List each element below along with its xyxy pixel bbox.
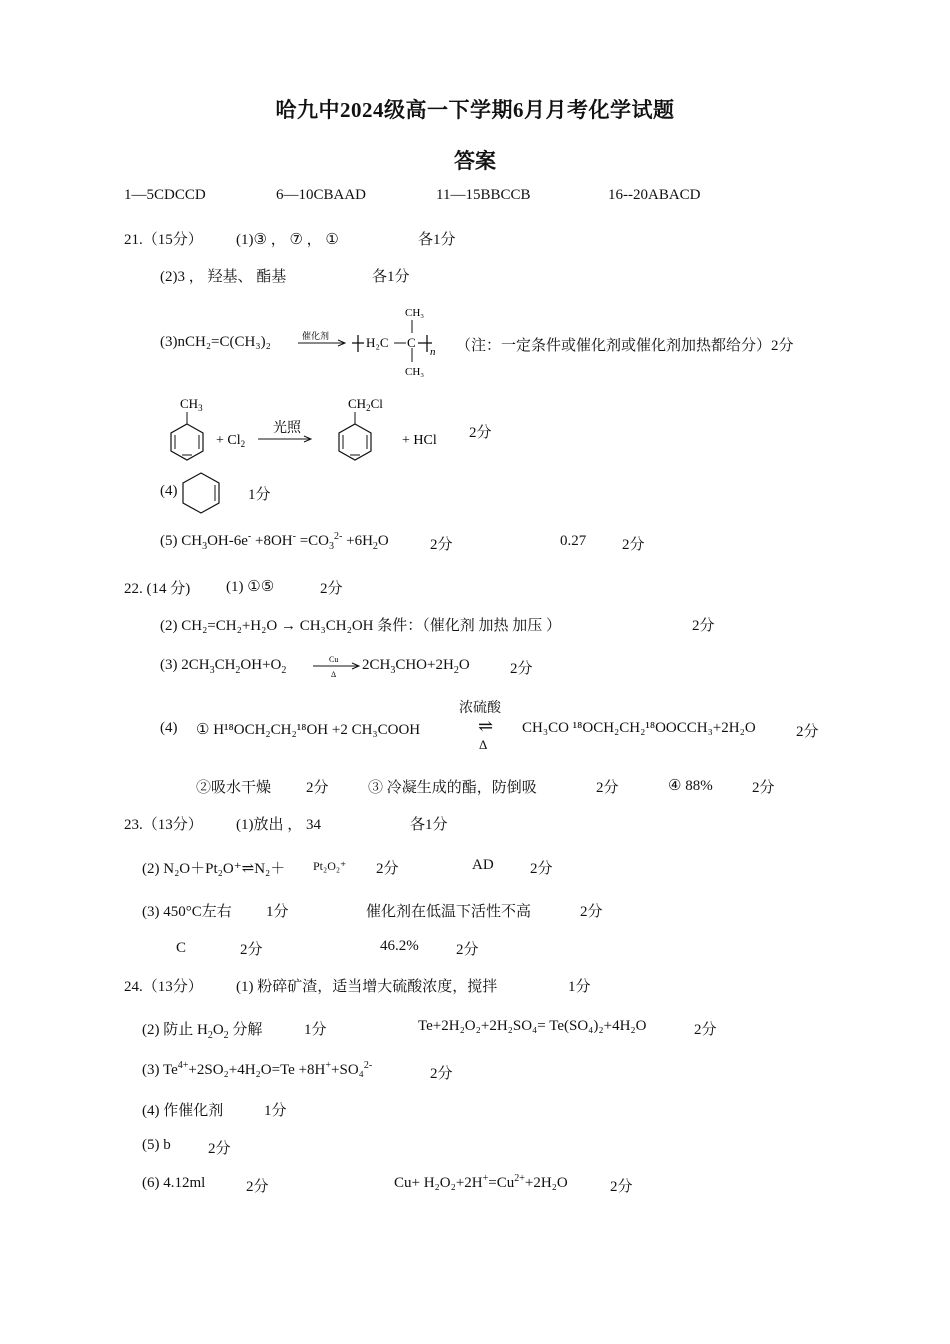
q22-part2: (2) CH₂=CH₂+H₂O → CH₃CH₂OH 条件：（催化剂 加热 加压 ） <box>160 618 561 634</box>
q22-part5a-score: 2分 <box>306 780 329 796</box>
toluene-chlorination <box>160 392 520 472</box>
benzyl-chloride-group: $CH_2Cl$ <box>348 396 383 413</box>
q22-heading: 22. (14 分) <box>124 581 191 597</box>
q21-reaction-score: 2分 <box>469 425 492 441</box>
polymer-carbon: C <box>407 335 416 350</box>
polymer-structure <box>296 300 456 384</box>
q24-part2-score: 1分 <box>304 1022 327 1038</box>
q22-part4-score: 2分 <box>796 724 819 740</box>
q22-part3-lhs: (3) $2CH_3CH_2OH+O_2$ <box>160 657 287 676</box>
q23-part2: (2) N₂O＋Pt₂O⁺⇌N₂＋ <box>142 861 286 877</box>
q24-part6: (6) 4.12ml <box>142 1175 206 1191</box>
q24-part5-score: 2分 <box>208 1141 231 1157</box>
q24-heading: 24.（13分） <box>124 979 203 995</box>
conc-sulfuric-acid-label: 浓硫酸 <box>459 701 501 716</box>
q22-part2-score: 2分 <box>692 618 715 634</box>
q23-part3-percent-score: 2分 <box>456 942 479 958</box>
q23-part2-answer: AD <box>472 857 494 873</box>
q23-part3-score: 1分 <box>266 904 289 920</box>
q24-part2-equation-score: 2分 <box>694 1022 717 1038</box>
q24-part6-equation-score: 2分 <box>610 1179 633 1195</box>
q22-part1: (1) ①⑤ <box>226 579 275 595</box>
q24-part6-score: 2分 <box>246 1179 269 1195</box>
polymer-h2c: H₂C <box>366 335 389 350</box>
q24-part3-equation: (3) $Te^{4+}+2SO_2+4H_2O=Te +8H^++SO_4^{2-}$ <box>142 1060 373 1078</box>
q23-part1: (1)放出 ， 34 <box>236 817 321 833</box>
page-title: 哈九中2024级高一下学期6月月考化学试题 <box>275 98 675 122</box>
q22-part4-rhs: CH₃CO ¹⁸OCH₂CH₂¹⁸OOCCH₃+2H₂O <box>522 720 756 736</box>
heat-symbol: Δ <box>331 670 337 679</box>
q22-part1-score: 2分 <box>320 581 343 597</box>
hcl-product: + HCl <box>402 433 437 448</box>
q21-part5-value-score: 2分 <box>622 537 645 553</box>
q24-part4-score: 1分 <box>264 1103 287 1119</box>
q23-part3-reason-score: 2分 <box>580 904 603 920</box>
cu-catalyst: Cu <box>329 655 339 664</box>
q23-part1-score: 各1分 <box>410 817 448 833</box>
q24-part6-equation: $Cu+ H_2O_2+2H^+=Cu^{2+}+2H_2O$ <box>394 1173 568 1191</box>
cyclohexene-structure <box>176 470 226 516</box>
cyclohexene-ring-icon <box>183 473 219 513</box>
q21-part5-value: 0.27 <box>560 533 587 549</box>
q21-part2: (2)3 ， 羟基、 酯基 <box>160 269 287 285</box>
q21-part5-score: 2分 <box>430 537 453 553</box>
q21-part2-score: 各1分 <box>372 269 410 285</box>
q21-part3-note: （注：一定条件或催化剂或催化剂加热都给分）2分 <box>456 338 794 354</box>
q24-part3-score: 2分 <box>430 1066 453 1082</box>
chlorine-reactant: + $Cl_2$ <box>216 433 246 449</box>
mc-answers-16-20: 16--20ABACD <box>608 187 701 203</box>
cu-heat-arrow <box>310 652 362 682</box>
methyl-bottom: CH₃ <box>405 366 425 378</box>
q22-part5c: ④ 88% <box>668 778 713 794</box>
q24-part4: (4) 作催化剂 <box>142 1103 224 1119</box>
q22-part5c-score: 2分 <box>752 780 775 796</box>
mc-answers-6-10: 6—10CBAAD <box>276 187 367 203</box>
q22-part5b-score: 2分 <box>596 780 619 796</box>
q21-part5-equation: (5) $CH_3OH-6e^- +8OH^- =CO_3^{2-} +6H_2O$ <box>160 531 389 552</box>
q23-part3: (3) 450°C左右 <box>142 904 232 920</box>
toluene-ch3: $CH_3$ <box>180 396 203 413</box>
mc-answers-1-5: 1—5CDCCD <box>124 187 206 203</box>
q21-part3-reactant: (3)nCH₂=C(CH₃)₂ <box>160 334 271 350</box>
q21-heading: 21.（15分） <box>124 232 203 248</box>
q23-heading: 23.（13分） <box>124 817 203 833</box>
q23-part3-percent: 46.2% <box>380 938 419 954</box>
polymer-n: n <box>430 346 436 358</box>
q22-part3-rhs: $2CH_3CHO+2H_2O$ <box>362 657 470 676</box>
q24-part2: (2) 防止 $H_2O_2$ 分解 <box>142 1022 263 1041</box>
q23-part2-score: 2分 <box>376 861 399 877</box>
catalyst-label: 催化剂 <box>302 331 330 341</box>
q22-part3-score: 2分 <box>510 661 533 677</box>
page-subtitle: 答案 <box>454 149 496 173</box>
mc-answers-11-15: 11—15BBCCB <box>436 187 531 203</box>
q24-part1-score: 1分 <box>568 979 591 995</box>
light-condition: 光照 <box>273 421 301 436</box>
q22-part4-label: (4) <box>160 720 178 736</box>
q23-part3-choice: C <box>176 940 187 956</box>
heat-symbol: Δ <box>479 737 488 752</box>
equilibrium-arrow-icon: ⇌ <box>478 716 494 736</box>
q24-part5: (5) b <box>142 1137 171 1153</box>
q22-part4-lhs: ① H¹⁸OCH₂CH₂¹⁸OH +2 CH₃COOH <box>196 722 421 738</box>
q21-part4-label: (4) <box>160 483 178 499</box>
q24-part1: (1) 粉碎矿渣，适当增大硫酸浓度，搅拌 <box>236 979 498 995</box>
q24-part2-equation: Te+2H₂O₂+2H₂SO₄= Te(SO₄)₂+4H₂O <box>418 1018 647 1034</box>
q23-part3-reason: 催化剂在低温下活性不高 <box>366 904 532 920</box>
q23-part2-answer-score: 2分 <box>530 861 553 877</box>
q23-part3-choice-score: 2分 <box>240 942 263 958</box>
q21-part4-score: 1分 <box>248 487 271 503</box>
methyl-top: CH₃ <box>405 307 425 319</box>
pt2o2-plus: Pt₂O₂⁺ <box>313 859 347 873</box>
q22-part5b: ③ 冷凝生成的酯，防倒吸 <box>368 780 537 796</box>
q21-part1-score: 各1分 <box>418 232 456 248</box>
q21-part1: (1)③ ， ⑦ ， ① <box>236 232 339 248</box>
q22-part5a: ②吸水干燥 <box>196 780 272 796</box>
